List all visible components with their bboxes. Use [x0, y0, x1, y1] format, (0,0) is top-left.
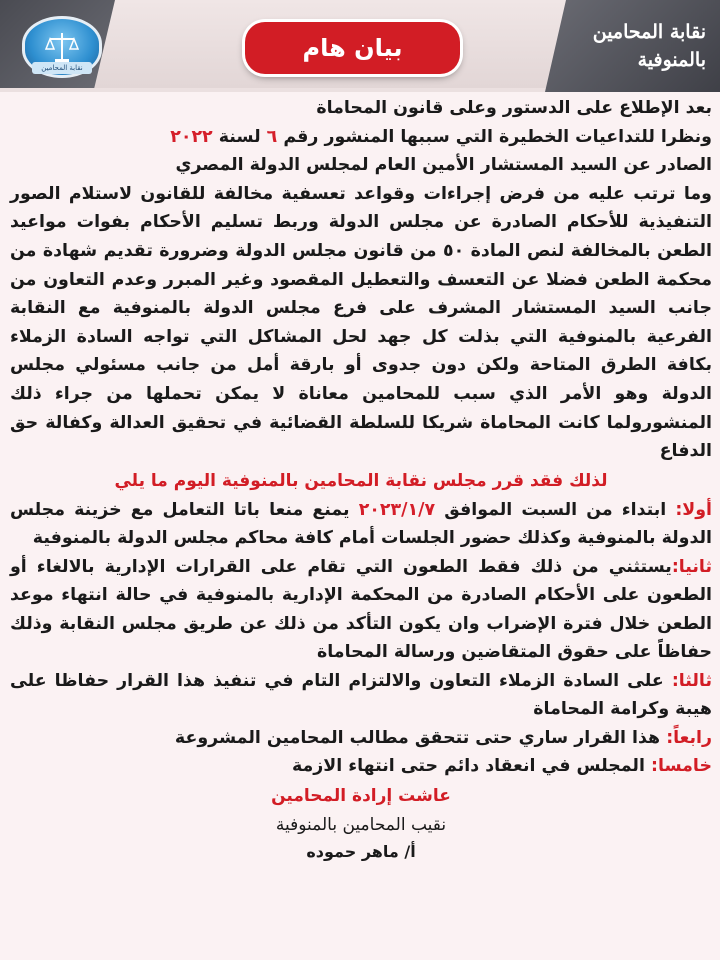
scales-of-justice-icon: [42, 27, 82, 67]
item-label-2: ثانيا:: [671, 556, 712, 577]
decision-item-3: [10, 667, 712, 724]
decision-item-2: [10, 553, 712, 667]
intro-section: [10, 94, 712, 466]
signature-name: أ/ ماهر حموده: [306, 841, 416, 861]
item-5-text: المجلس في انعقاد دائم حتى انتهاء الازمة: [291, 756, 651, 777]
strike-date: ٢٠٢٣/١/٧: [358, 499, 436, 520]
item-label-1: أولا:: [675, 499, 713, 520]
decision-item-1: [10, 496, 712, 553]
item-4-text: هذا القرار ساري حتى تتحقق مطالب المحامين المشروعة: [174, 727, 667, 748]
intro-line-3: الصادر عن السيد المستشار الأمين العام لمجلس الدولة المصري: [175, 155, 712, 176]
decision-heading: لذلك فقد قرر مجلس نقابة المحامين بالمنوفية اليوم ما يلي: [114, 470, 608, 491]
statement-body: [10, 94, 712, 960]
intro-line-2-mid: لسنة: [212, 126, 267, 147]
page-title: بيان هام: [245, 22, 460, 74]
intro-line-1: بعد الإطلاع على الدستور وعلى قانون المحاماة: [316, 98, 712, 118]
intro-line-2-text: ونظرا للتداعيات الخطيرة التي سببها المنشور رقم: [277, 126, 712, 147]
item-3-text: على السادة الزملاء التعاون والالتزام التام في تنفيذ هذا القرار حفاظا على هيبة وكرامة المحاماة: [10, 670, 712, 720]
item-label-5: خامسا:: [650, 756, 712, 777]
decree-number: ٦: [266, 126, 278, 147]
item-2-text: يستثني من ذلك فقط الطعون التي تقام على القرارات الإدارية بالالغاء أو الطعون على الأحكام الصادرة من المحكمة الإدارية بالمنوفية في حالة انتهاء موعد الطعن خلال فترة الإضراب وان يكون التأكد من ذلك عن طريق مجلس النقابة وذلك حفاظاً على حقوق المتقاضين ورسالة المحاماة: [10, 556, 712, 663]
decree-year: ٢٠٢٢: [170, 126, 213, 147]
decision-item-5: [10, 752, 712, 781]
decision-item-4: [10, 724, 712, 753]
intro-paragraph: وما ترتب عليه من فرض إجراءات وقواعد تعسفية مخالفة للقانون لاستلام الصور التنفيذية للأحكام الصادرة عن مجلس الدولة وربط تسليم الأحكام بفوات مواعيد الطعن بالمخالفة لنص المادة ٥٠ من قانون مجلس الدولة وضرورة تقديم شهادة من محكمة الطعن فضلا عن التعسف والتعطيل المقصود وغير المبرر وعدم التعاون من جانب السيد المستشار المشرف على فرع مجلس الدولة بالمنوفية مع النقابة الفرعية بالمنوفية التي بذلت كل جهد لحل المشاكل التي تواجه السادة الزملاء بكافة الطرق المتاحة ولكن دون جدوى أو بارقة أمل من جانب مسئولي مجلس الدولة وهو الأمر الذي سبب للمحامين معاناة لا يمكن تحملها من جراء ذلك المنشورولما كانت المحاماة شريكا للسلطة القضائية في تحقيق العدالة وكفالة حق الدفاع: [10, 183, 713, 462]
union-name: [556, 18, 706, 74]
item-1-text-pre: ابتداء من السبت الموافق: [435, 499, 676, 520]
item-label-4: رابعاً:: [666, 727, 712, 748]
intro-line-2: [10, 123, 712, 152]
item-label-3: ثالثا:: [671, 670, 712, 691]
union-name-line1: نقابة المحامين: [592, 21, 706, 43]
signature-slogan: عاشت إرادة المحامين: [271, 785, 451, 806]
item-1-text-post: يمنع منعا باتا التعامل مع خزينة مجلس الدولة بالمنوفية وكذلك حضور الجلسات أمام كافة محاكم مجلس الدولة بالمنوفية: [10, 499, 712, 549]
union-name-line2: بالمنوفية: [637, 49, 706, 71]
logo-caption: نقابة المحامين: [32, 62, 92, 74]
signature-role: نقيب المحامين بالمنوفية: [275, 814, 447, 835]
